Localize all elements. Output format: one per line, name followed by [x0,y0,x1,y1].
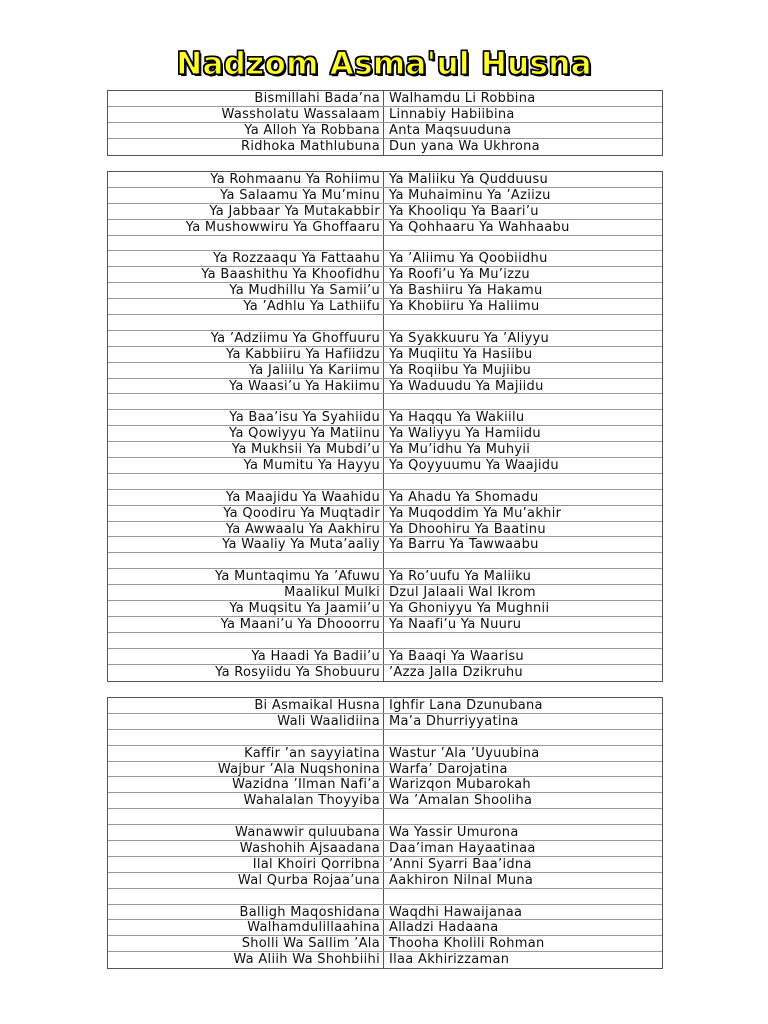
table-row [108,825,662,841]
verse-second-half: Wa ’Amalan Shooliha [389,793,533,809]
table-row [108,569,662,585]
table-row [108,442,662,458]
table-row [108,331,662,347]
verse-second-half: ’Anni Syarri Baa’idna [389,856,532,872]
verse-second-half: Ya Baaqi Ya Waarisu [389,648,524,664]
verse-first-half: Ya Salaamu Ya Mu’minu [108,188,384,203]
table-row [108,474,662,490]
verse-first-half: Ya Rozzaaqu Ya Fattaahu [108,251,384,266]
verse-first-half: Bi Asmaikal Husna [108,698,384,713]
table-row [108,522,662,538]
verse-first-half: Ya Mushowwiru Ya Ghoffaaru [108,220,384,235]
verse-second-half [384,474,662,489]
verse-first-half: Kaffir ’an sayyiatina [108,746,384,761]
verse-second-half [384,315,662,330]
verse-first-half [108,394,384,409]
verse-second-half: Ya Qohhaaru Ya Wahhaabu [389,219,570,235]
table-row [108,315,662,331]
verse-first-half: Maalikul Mulki [108,585,384,600]
verse-first-half: Wassholatu Wassalaam [108,107,384,122]
table-row [108,394,662,410]
table-row [108,107,662,123]
table-row [108,649,662,665]
verse-first-half: Sholli Wa Sallim ’Ala [108,936,384,951]
verse-second-half: Ya Muhaiminu Ya ’Aziizu [389,187,551,203]
table-row [108,793,662,809]
verse-first-half: Ya Qowiyyu Ya Matiinu [108,426,384,441]
table-row [108,490,662,506]
verse-first-half: Ya Baa’isu Ya Syahiidu [108,410,384,425]
verse-second-half: Aakhiron Nilnal Muna [389,872,534,888]
table-row [108,889,662,905]
verse-first-half: Ya Jaliilu Ya Kariimu [108,363,384,378]
verse-second-half [384,394,662,409]
table-row [108,283,662,299]
verse-second-half: Wa Yassir Umurona [389,825,519,841]
verse-second-half: Anta Maqsuuduna [389,122,512,138]
table-row [108,379,662,395]
verse-second-half: Dzul Jalaali Wal Ikrom [389,585,536,601]
verse-second-half: Ilaa Akhirizzaman [389,952,510,968]
verse-second-half: Dun yana Wa Ukhrona [389,138,540,154]
opening-verses-table [107,90,663,156]
verse-second-half: Ighfir Lana Dzunubana [389,698,543,713]
table-row [108,204,662,220]
table-row [108,123,662,139]
table-row [108,188,662,204]
verse-second-half [384,809,662,824]
table-row [108,633,662,649]
verse-second-half: Ma’a Dhurriyyatina [389,713,519,729]
verse-first-half: Ya Qoodiru Ya Muqtadir [108,506,384,521]
verse-first-half: Ya Mukhsii Ya Mubdi’u [108,442,384,457]
verse-second-half: Ya Ro’uufu Ya Maliiku [389,569,532,585]
verse-first-half [108,809,384,824]
verse-second-half: Ya Maliiku Ya Qudduusu [389,172,549,187]
verse-first-half: Ya Haadi Ya Badii’u [108,649,384,664]
table-row [108,267,662,283]
table-row [108,426,662,442]
verse-second-half: Waqdhi Hawaijanaa [389,904,523,920]
table-row [108,857,662,873]
verse-second-half: Walhamdu Li Robbina [389,91,536,106]
table-row [108,363,662,379]
verse-second-half: Ya Bashiiru Ya Hakamu [389,283,543,299]
verse-second-half: Ya Roqiibu Ya Mujiibu [389,362,532,378]
table-row [108,665,662,681]
verse-second-half: ’Azza Jalla Dzikruhu [389,664,523,680]
verse-first-half: Ya Baashithu Ya Khoofidhu [108,267,384,282]
verse-first-half: Ya Maajidu Ya Waahidu [108,490,384,505]
verse-second-half: Ya Muqoddim Ya Mu’akhir [389,505,562,521]
verse-second-half: Ya Muqiitu Ya Hasiibu [389,346,533,362]
verse-first-half: Ya Mumitu Ya Hayyu [108,458,384,473]
verse-second-half [384,633,662,648]
verse-second-half [384,236,662,251]
table-row [108,762,662,778]
verse-first-half: Ridhoka Mathlubuna [108,139,384,155]
table-row [108,952,662,968]
verse-first-half: Ya Alloh Ya Robbana [108,123,384,138]
verse-second-half: Ya ’Aliimu Ya Qoobiidhu [389,251,548,267]
verse-first-half [108,633,384,648]
table-row [108,809,662,825]
table-row [108,347,662,363]
verse-first-half: Balligh Maqoshidana [108,905,384,920]
verse-first-half: Ya Jabbaar Ya Mutakabbir [108,204,384,219]
verse-first-half: Ya Waaliy Ya Muta’aaliy [108,537,384,552]
verse-second-half [384,889,662,904]
verse-first-half [108,553,384,568]
verse-first-half: Wa Aliih Wa Shohbiihi [108,952,384,968]
verse-first-half [108,730,384,745]
verse-first-half [108,889,384,904]
verse-first-half: Ya Maani’u Ya Dhooorru [108,617,384,632]
table-row [108,299,662,315]
verse-second-half: Ya Ghoniyyu Ya Mughnii [389,601,550,616]
table-row [108,91,662,107]
table-row [108,617,662,633]
verse-second-half: Ya Qoyyuumu Ya Waajidu [389,458,559,473]
verse-second-half: Linnabiy Habiibina [389,106,515,122]
verse-first-half: Washohih Ajsaadana [108,841,384,856]
table-row [108,553,662,569]
verse-first-half [108,315,384,330]
verse-first-half: Ya Kabbiiru Ya Hafiidzu [108,347,384,362]
verse-second-half: Warizqon Mubarokah [389,777,531,793]
verse-first-half [108,236,384,251]
verse-first-half: Ya Rosyiidu Ya Shobuuru [108,665,384,681]
table-row [108,601,662,617]
verse-second-half: Daa’iman Hayaatinaa [389,841,536,856]
verse-first-half: Wal Qurba Rojaa’una [108,873,384,888]
page-title: Nadzom Asma'ul Husna [176,46,592,82]
verse-second-half: Ya Mu’idhu Ya Muhyii [389,442,531,458]
table-row [108,746,662,762]
table-row [108,905,662,921]
table-row [108,236,662,252]
table-row [108,251,662,267]
verse-first-half: Ya Mudhillu Ya Samii’u [108,283,384,298]
verse-first-half: Ya Muqsitu Ya Jaamii’u [108,601,384,616]
verse-second-half [384,730,662,745]
verse-first-half: Wajbur ’Ala Nuqshonina [108,762,384,777]
verse-first-half: Bismillahi Bada’na [108,91,384,106]
verse-second-half: Ya Haqqu Ya Wakiilu [389,410,525,426]
verse-first-half: Ilal Khoiri Qorribna [108,857,384,872]
verse-first-half: Ya Waasi’u Ya Hakiimu [108,379,384,394]
verse-second-half: Ya Khobiiru Ya Haliimu [389,299,540,315]
verse-second-half: Ya Waduudu Ya Majiidu [389,378,544,394]
verse-first-half: Ya Muntaqimu Ya ’Afuwu [108,569,384,584]
table-row [108,714,662,730]
verse-second-half: Ya Dhoohiru Ya Baatinu [389,521,546,537]
table-row [108,873,662,889]
verse-second-half: Ya Waliyyu Ya Hamiidu [389,426,541,442]
table-row [108,698,662,714]
verse-second-half: Wastur ’Ala ’Uyuubina [389,745,540,761]
verse-first-half: Walhamdulillaahina [108,920,384,935]
asmaul-husna-table [107,171,663,682]
table-row [108,220,662,236]
table-row [108,841,662,857]
table-row [108,506,662,522]
verse-first-half: Wazidna ’Ilman Nafi’a [108,777,384,792]
table-row [108,920,662,936]
verse-first-half [108,474,384,489]
verse-second-half: Ya Barru Ya Tawwaabu [389,537,539,553]
table-row [108,585,662,601]
verse-second-half: Alladzi Hadaana [389,920,499,936]
verse-first-half: Ya Rohmaanu Ya Rohiimu [108,172,384,187]
table-row [108,410,662,426]
table-row [108,139,662,155]
verse-second-half: Thooha Kholili Rohman [389,936,545,952]
verse-first-half: Ya ’Adhlu Ya Lathiifu [108,299,384,314]
verse-second-half: Ya Ahadu Ya Shomadu [389,489,539,505]
verse-second-half: Ya Roofi’u Ya Mu’izzu [389,267,530,283]
verse-first-half: Ya Awwaalu Ya Aakhiru [108,522,384,537]
verse-first-half: Wahalalan Thoyyiba [108,793,384,808]
table-row [108,458,662,474]
verse-second-half: Ya Naafi’u Ya Nuuru [389,616,522,632]
closing-prayer-table [107,697,663,969]
table-row [108,936,662,952]
verse-second-half: Warfa’ Darojatina [389,761,508,777]
verse-first-half: Ya ’Adziimu Ya Ghoffuuru [108,331,384,346]
verse-first-half: Wanawwir quluubana [108,825,384,840]
verse-first-half: Wali Waalidiina [108,714,384,729]
table-row [108,730,662,746]
verse-second-half: Ya Syakkuuru Ya ’Aliyyu [389,330,550,346]
table-row [108,537,662,553]
table-row [108,172,662,188]
verse-second-half [384,553,662,568]
table-row [108,777,662,793]
verse-second-half: Ya Khooliqu Ya Baari’u [389,203,539,219]
